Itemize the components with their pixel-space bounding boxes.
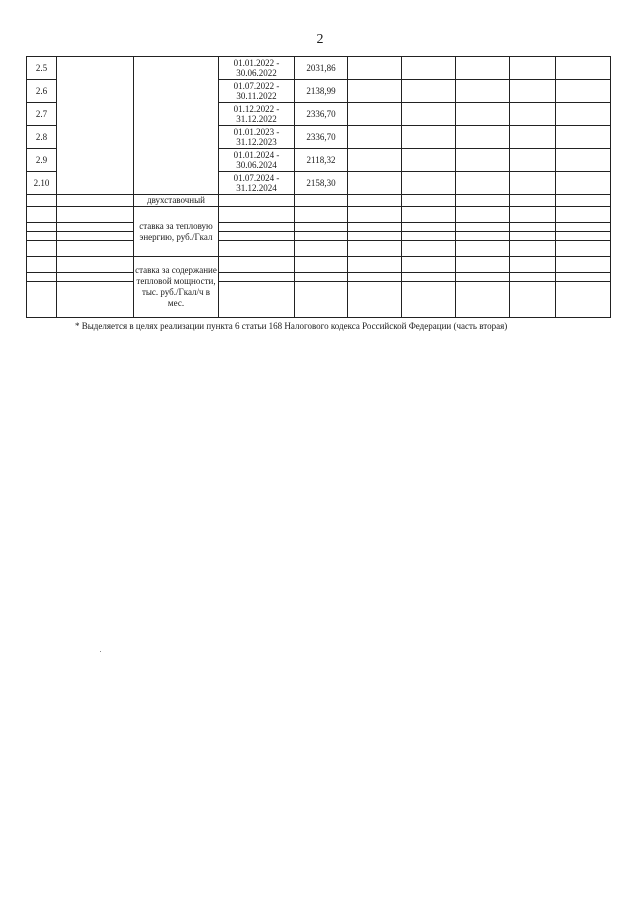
empty-cell [510, 241, 556, 257]
tariff-table [26, 56, 611, 318]
empty-cell [295, 257, 348, 273]
empty-cell [402, 241, 456, 257]
empty-cell [402, 257, 456, 273]
row-number: 2.9 [27, 149, 57, 172]
empty-cell [134, 57, 219, 195]
empty-cell [510, 207, 556, 223]
empty-cell [556, 103, 611, 126]
empty-cell [556, 273, 611, 282]
tariff-table-body [27, 57, 611, 318]
empty-cell [27, 282, 57, 318]
table-row [27, 282, 611, 318]
empty-cell [295, 273, 348, 282]
empty-cell [27, 273, 57, 282]
empty-cell [510, 223, 556, 232]
empty-cell [510, 126, 556, 149]
empty-cell [556, 223, 611, 232]
tariff-value: 2336,70 [295, 103, 348, 126]
empty-cell [456, 57, 510, 80]
empty-cell [348, 273, 402, 282]
empty-cell [456, 282, 510, 318]
empty-cell [348, 103, 402, 126]
empty-cell [510, 195, 556, 207]
empty-cell [348, 282, 402, 318]
tariff-value: 2336,70 [295, 126, 348, 149]
empty-cell [510, 257, 556, 273]
empty-cell [556, 172, 611, 195]
empty-cell [456, 223, 510, 232]
empty-cell [57, 257, 134, 273]
empty-cell [402, 103, 456, 126]
empty-cell [295, 241, 348, 257]
table-row [27, 195, 611, 207]
row-number: 2.8 [27, 126, 57, 149]
empty-cell [402, 57, 456, 80]
table-row [27, 223, 611, 232]
empty-cell [456, 273, 510, 282]
row-number: 2.10 [27, 172, 57, 195]
empty-cell [295, 232, 348, 241]
empty-cell [295, 195, 348, 207]
empty-cell [402, 282, 456, 318]
empty-cell [510, 282, 556, 318]
empty-cell [556, 232, 611, 241]
empty-cell [348, 149, 402, 172]
tariff-value: 2031,86 [295, 57, 348, 80]
empty-cell [295, 223, 348, 232]
table-row [27, 241, 611, 257]
empty-cell [402, 172, 456, 195]
empty-cell [219, 257, 295, 273]
empty-cell [219, 195, 295, 207]
empty-cell [219, 273, 295, 282]
period-cell: 01.07.2022 - 30.11.2022 [219, 80, 295, 103]
two-part-label: двухставочный [134, 195, 219, 207]
empty-cell [27, 207, 57, 223]
empty-cell [556, 195, 611, 207]
empty-cell [219, 223, 295, 232]
empty-cell [57, 223, 134, 232]
scan-speck [100, 651, 101, 652]
empty-cell [456, 207, 510, 223]
empty-cell [295, 282, 348, 318]
empty-cell [348, 195, 402, 207]
empty-cell [27, 232, 57, 241]
empty-cell [456, 149, 510, 172]
empty-cell [57, 207, 134, 223]
period-cell: 01.01.2024 - 30.06.2024 [219, 149, 295, 172]
empty-cell [456, 195, 510, 207]
row-number: 2.6 [27, 80, 57, 103]
empty-cell [348, 80, 402, 103]
empty-cell [348, 57, 402, 80]
tariff-value: 2158,30 [295, 172, 348, 195]
empty-cell [295, 207, 348, 223]
empty-cell [348, 223, 402, 232]
energy-rate-label: ставка за тепловую энергию, руб./Гкал [134, 207, 219, 257]
empty-cell [57, 195, 134, 207]
empty-cell [510, 149, 556, 172]
empty-cell [402, 80, 456, 103]
empty-cell [402, 126, 456, 149]
tariff-value: 2138,99 [295, 80, 348, 103]
footnote: * Выделяется в целях реализации пункта 6 статьи 168 Налогового кодекса Российской Федерации (часть вторая) [75, 321, 508, 331]
empty-cell [510, 57, 556, 80]
period-cell: 01.01.2022 - 30.06.2022 [219, 57, 295, 80]
empty-cell [456, 80, 510, 103]
empty-cell [402, 273, 456, 282]
empty-cell [510, 273, 556, 282]
table-row [27, 257, 611, 273]
empty-cell [402, 232, 456, 241]
empty-cell [456, 232, 510, 241]
empty-cell [219, 232, 295, 241]
empty-cell [402, 149, 456, 172]
page-number: 2 [316, 32, 324, 47]
empty-cell [57, 241, 134, 257]
empty-cell [510, 232, 556, 241]
empty-cell [57, 273, 134, 282]
empty-cell [556, 241, 611, 257]
period-cell: 01.12.2022 - 31.12.2022 [219, 103, 295, 126]
capacity-rate-label: ставка за содержание тепловой мощности, тыс. руб./Гкал/ч в мес. [134, 257, 219, 318]
table-row [27, 57, 611, 80]
empty-cell [456, 103, 510, 126]
empty-cell [456, 257, 510, 273]
empty-cell [556, 282, 611, 318]
empty-cell [348, 241, 402, 257]
empty-cell [57, 57, 134, 195]
empty-cell [27, 195, 57, 207]
empty-cell [348, 257, 402, 273]
row-number: 2.7 [27, 103, 57, 126]
empty-cell [510, 103, 556, 126]
empty-cell [57, 282, 134, 318]
empty-cell [348, 126, 402, 149]
empty-cell [57, 232, 134, 241]
empty-cell [402, 223, 456, 232]
empty-cell [219, 241, 295, 257]
empty-cell [556, 80, 611, 103]
empty-cell [402, 207, 456, 223]
empty-cell [510, 80, 556, 103]
table-row [27, 273, 611, 282]
empty-cell [556, 207, 611, 223]
empty-cell [510, 172, 556, 195]
table-row [27, 232, 611, 241]
empty-cell [456, 172, 510, 195]
row-number: 2.5 [27, 57, 57, 80]
empty-cell [348, 172, 402, 195]
empty-cell [348, 207, 402, 223]
table-row [27, 207, 611, 223]
empty-cell [219, 282, 295, 318]
empty-cell [27, 257, 57, 273]
empty-cell [456, 126, 510, 149]
period-cell: 01.07.2024 - 31.12.2024 [219, 172, 295, 195]
tariff-value: 2118,32 [295, 149, 348, 172]
empty-cell [27, 223, 57, 232]
empty-cell [402, 195, 456, 207]
empty-cell [556, 126, 611, 149]
empty-cell [556, 57, 611, 80]
empty-cell [456, 241, 510, 257]
empty-cell [219, 207, 295, 223]
empty-cell [556, 257, 611, 273]
period-cell: 01.01.2023 - 31.12.2023 [219, 126, 295, 149]
empty-cell [27, 241, 57, 257]
empty-cell [348, 232, 402, 241]
empty-cell [556, 149, 611, 172]
